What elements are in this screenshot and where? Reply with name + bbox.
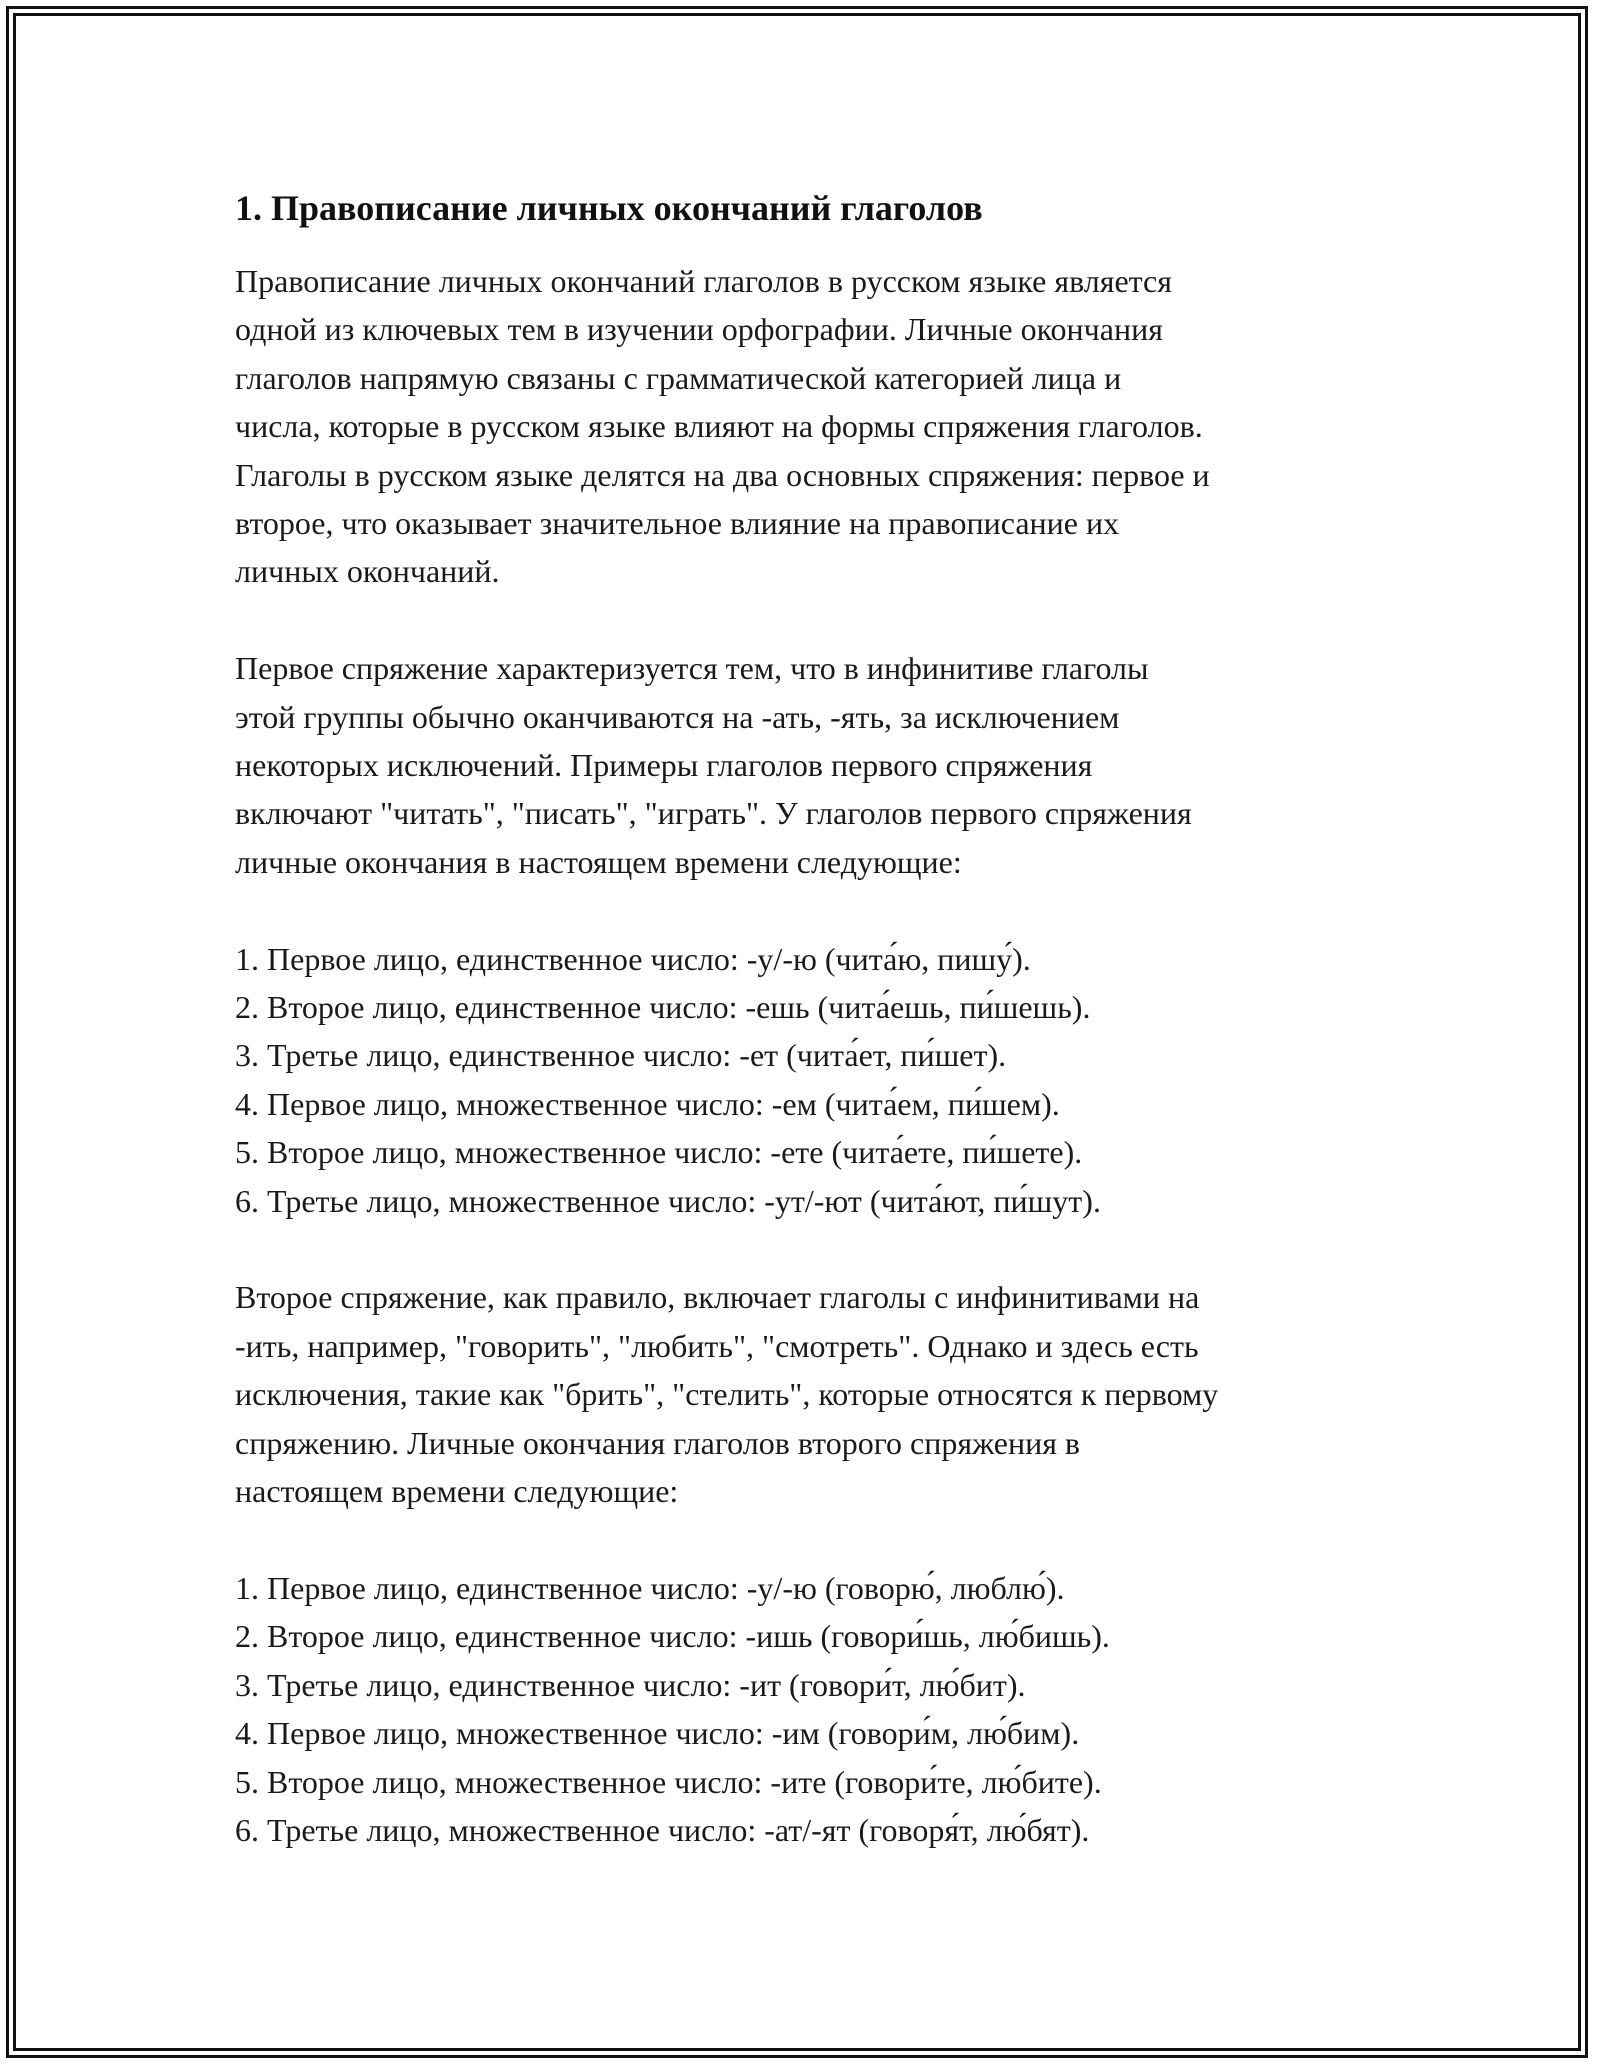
list-item: 1. Первое лицо, единственное число: -у/-ю (чита́ю, пишу́). (235, 940, 1031, 977)
list-item: 2. Второе лицо, единственное число: -ешь (чита́ешь, пи́шешь). (235, 989, 1091, 1026)
text-line: числа, которые в русском языке влияют на формы спряжения глаголов. (235, 408, 1203, 445)
text-line: личных окончаний. (235, 553, 500, 590)
list-item: 4. Первое лицо, множественное число: -ем (чита́ем, пи́шем). (235, 1085, 1060, 1122)
text-line: спряжению. Личные окончания глаголов второго спряжения в (235, 1424, 1081, 1461)
list-item: 2. Второе лицо, единственное число: -ишь (говори́шь, лю́бишь). (235, 1618, 1110, 1655)
text-line: этой группы обычно оканчиваются на -ать, -ять, за исключением (235, 698, 1120, 735)
text-line: некоторых исключений. Примеры глаголов первого спряжения (235, 747, 1093, 784)
text-line: личные окончания в настоящем времени следующие: (235, 843, 962, 880)
second-conjugation-paragraph (235, 1273, 1395, 1515)
text-line: одной из ключевых тем в изучении орфографии. Личные окончания (235, 311, 1163, 348)
text-line: включают "читать", "писать", "играть". У глаголов первого спряжения (235, 795, 1192, 832)
text-line: Первое спряжение характеризуется тем, что в инфинитиве глаголы (235, 650, 1149, 687)
intro-paragraph (235, 257, 1395, 596)
first-conjugation-endings-list (235, 935, 1395, 1225)
text-line: настоящем времени следующие: (235, 1473, 679, 1510)
list-item: 3. Третье лицо, единственное число: -ет (чита́ет, пи́шет). (235, 1037, 1007, 1074)
section-heading: 1. Правописание личных окончаний глаголов (235, 188, 983, 228)
list-item: 1. Первое лицо, единственное число: -у/-ю (говорю́, люблю́). (235, 1569, 1065, 1606)
first-conjugation-paragraph (235, 644, 1395, 886)
list-item: 6. Третье лицо, множественное число: -ут/-ют (чита́ют, пи́шут). (235, 1182, 1101, 1219)
document-body (235, 185, 1395, 1903)
second-conjugation-endings-list (235, 1564, 1395, 1854)
list-item: 6. Третье лицо, множественное число: -ат/-ят (говоря́т, лю́бят). (235, 1811, 1090, 1848)
text-line: второе, что оказывает значительное влияние на правописание их (235, 505, 1120, 542)
text-line: -ить, например, "говорить", "любить", "смотреть". Однако и здесь есть (235, 1327, 1199, 1364)
list-item: 5. Второе лицо, множественное число: -ете (чита́ете, пи́шете). (235, 1134, 1083, 1171)
text-line: Правописание личных окончаний глаголов в русском языке является (235, 263, 1172, 299)
list-item: 4. Первое лицо, множественное число: -им (говори́м, лю́бим). (235, 1715, 1080, 1752)
text-line: глаголов напрямую связаны с грамматической категорией лица и (235, 359, 1122, 396)
text-line: Второе спряжение, как правило, включает глаголы с инфинитивами на (235, 1279, 1200, 1316)
list-item: 5. Второе лицо, множественное число: -ите (говори́те, лю́бите). (235, 1763, 1102, 1800)
text-line: исключения, такие как "брить", "стелить", которые относятся к первому (235, 1376, 1219, 1413)
list-item: 3. Третье лицо, единственное число: -ит (говори́т, лю́бит). (235, 1666, 1026, 1703)
text-line: Глаголы в русском языке делятся на два основных спряжения: первое и (235, 456, 1210, 493)
